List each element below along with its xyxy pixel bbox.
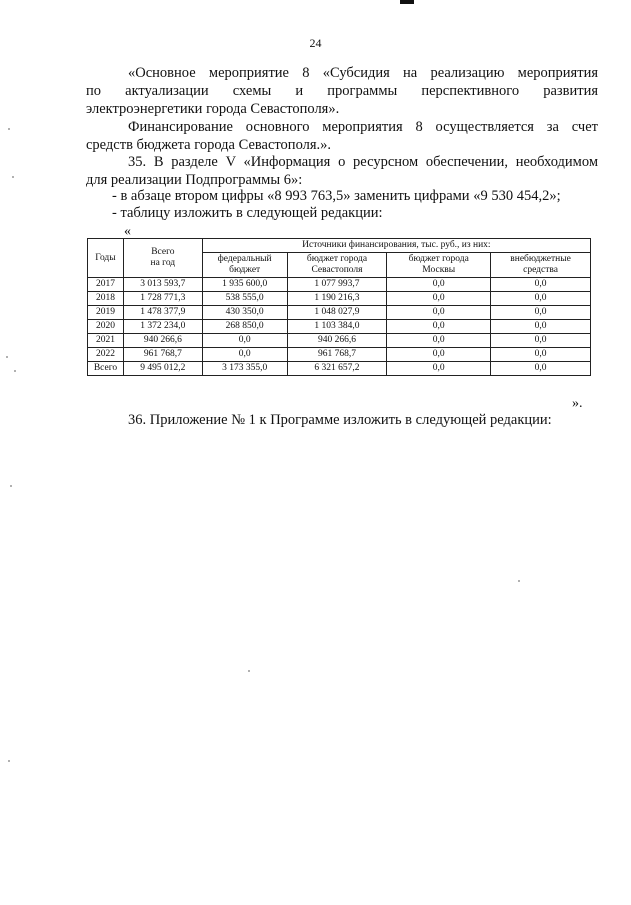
header-total-line2: на год <box>150 258 176 268</box>
cell-sevastopol: 1 077 993,7 <box>287 278 387 292</box>
cell-federal: 0,0 <box>202 348 287 362</box>
cell-federal: 538 555,0 <box>202 292 287 306</box>
cell-extrabudgetary: 0,0 <box>491 362 591 376</box>
scan-mark <box>400 0 414 4</box>
cell-moscow: 0,0 <box>387 292 491 306</box>
header-moscow-line1: бюджет города <box>408 254 469 264</box>
text-line: «Основное мероприятие 8 «Субсидия на реализацию мероприятия <box>128 65 598 81</box>
text-line: по актуализации схемы и программы перспективного развития <box>86 83 598 99</box>
header-years: Годы <box>88 239 124 278</box>
header-sevastopol-line2: Севастополя <box>311 265 363 275</box>
cell-extrabudgetary: 0,0 <box>491 278 591 292</box>
header-extrabudgetary-line1: внебюджетные <box>510 254 571 264</box>
header-total-line1: Всего <box>151 247 175 257</box>
cell-extrabudgetary: 0,0 <box>491 334 591 348</box>
cell-sevastopol: 1 048 027,9 <box>287 306 387 320</box>
scan-speck <box>8 760 10 762</box>
funding-table <box>87 238 591 376</box>
cell-total: 1 372 234,0 <box>123 320 202 334</box>
scan-speck <box>14 370 16 372</box>
cell-moscow: 0,0 <box>387 306 491 320</box>
cell-total: 3 013 593,7 <box>123 278 202 292</box>
table-row <box>88 278 591 292</box>
paragraph-main-event-8 <box>86 64 598 118</box>
header-sevastopol <box>287 253 387 278</box>
cell-sevastopol: 940 266,6 <box>287 334 387 348</box>
paragraph-item-36: 36. Приложение № 1 к Программе изложить в следующей редакции: <box>128 412 552 428</box>
cell-total: 1 478 377,9 <box>123 306 202 320</box>
text-line: средств бюджета города Севастополя.». <box>86 137 332 153</box>
page-number: 24 <box>309 36 322 50</box>
cell-sevastopol: 6 321 657,2 <box>287 362 387 376</box>
cell-year: Всего <box>88 362 124 376</box>
cell-total: 1 728 771,3 <box>123 292 202 306</box>
paragraph-replace-figures: - в абзаце втором цифры «8 993 763,5» заменить цифрами «9 530 454,2»; <box>112 188 561 204</box>
paragraph-financing <box>86 118 598 154</box>
cell-year: 2020 <box>88 320 124 334</box>
text-line: 35. В разделе V «Информация о ресурсном обеспечении, необходимом <box>128 154 598 170</box>
cell-sevastopol: 1 103 384,0 <box>287 320 387 334</box>
table-row <box>88 292 591 306</box>
scan-speck <box>12 176 14 178</box>
cell-extrabudgetary: 0,0 <box>491 348 591 362</box>
opening-quote: « <box>124 224 131 239</box>
cell-moscow: 0,0 <box>387 278 491 292</box>
closing-quote: ». <box>572 396 583 411</box>
table-row <box>88 348 591 362</box>
cell-total: 9 495 012,2 <box>123 362 202 376</box>
header-extrabudgetary <box>491 253 591 278</box>
paragraph-item-35 <box>86 153 598 189</box>
cell-sevastopol: 1 190 216,3 <box>287 292 387 306</box>
cell-extrabudgetary: 0,0 <box>491 306 591 320</box>
scan-speck <box>6 356 8 358</box>
cell-year: 2019 <box>88 306 124 320</box>
scan-speck <box>10 485 12 487</box>
cell-year: 2022 <box>88 348 124 362</box>
header-federal-line1: федеральный <box>217 254 272 264</box>
cell-year: 2021 <box>88 334 124 348</box>
paragraph-table-edit: - таблицу изложить в следующей редакции: <box>112 205 383 221</box>
cell-year: 2017 <box>88 278 124 292</box>
header-moscow <box>387 253 491 278</box>
cell-extrabudgetary: 0,0 <box>491 320 591 334</box>
text-line: Финансирование основного мероприятия 8 осуществляется за счет <box>128 119 598 135</box>
cell-moscow: 0,0 <box>387 320 491 334</box>
header-federal-line2: бюджет <box>229 265 261 275</box>
header-federal <box>202 253 287 278</box>
cell-federal: 0,0 <box>202 334 287 348</box>
header-moscow-line2: Москвы <box>422 265 456 275</box>
header-sevastopol-line1: бюджет города <box>306 254 368 264</box>
cell-federal: 268 850,0 <box>202 320 287 334</box>
scan-speck <box>8 128 10 130</box>
cell-year: 2018 <box>88 292 124 306</box>
cell-sevastopol: 961 768,7 <box>287 348 387 362</box>
scan-speck <box>518 580 520 582</box>
table-row <box>88 306 591 320</box>
cell-federal: 430 350,0 <box>202 306 287 320</box>
text-line: электроэнергетики города Севастополя». <box>86 101 340 117</box>
header-extrabudgetary-line2: средства <box>523 265 558 275</box>
cell-federal: 1 935 600,0 <box>202 278 287 292</box>
cell-total: 940 266,6 <box>123 334 202 348</box>
header-sources-group: Источники финансирования, тыс. руб., из них: <box>202 239 590 253</box>
table-row-total <box>88 362 591 376</box>
table-row <box>88 334 591 348</box>
cell-extrabudgetary: 0,0 <box>491 292 591 306</box>
cell-moscow: 0,0 <box>387 348 491 362</box>
header-total <box>123 239 202 278</box>
cell-total: 961 768,7 <box>123 348 202 362</box>
table-row <box>88 320 591 334</box>
cell-moscow: 0,0 <box>387 362 491 376</box>
text-line: для реализации Подпрограммы 6»: <box>86 172 303 188</box>
scan-speck <box>248 670 250 672</box>
cell-federal: 3 173 355,0 <box>202 362 287 376</box>
cell-moscow: 0,0 <box>387 334 491 348</box>
